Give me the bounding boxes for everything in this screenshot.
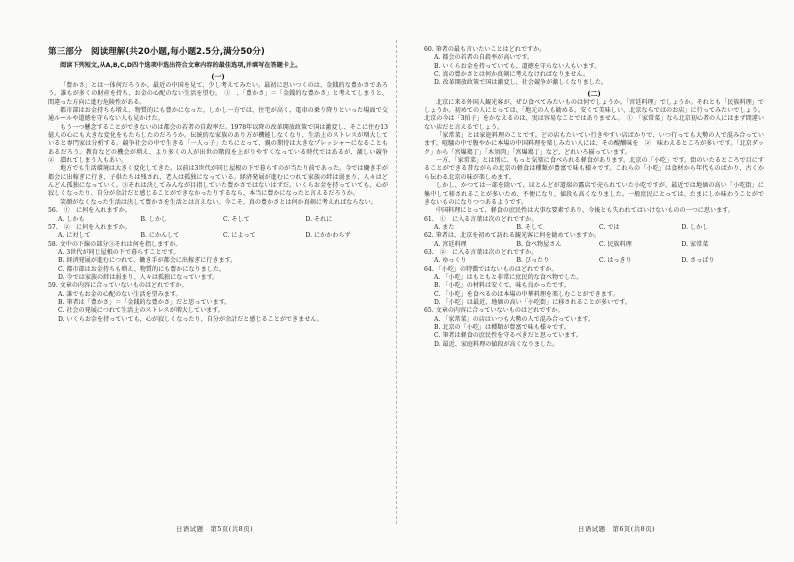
option-b: B. そして [516, 223, 544, 231]
question-stem: 61. ① に入る言葉は次のどれですか。 [424, 215, 538, 223]
question-stem: 64. 「小吃」の特徴ではないものはどれですか。 [424, 265, 558, 273]
paragraph: 北京に来る外国人観光客が、ぜひ食べてみたいものは何でしょうか。「宮廷料理」でしょうか。それとも「民族料理」でしょうか。初めての人にとっては、「地元の人も勧める、安くて美味しい、北京ならではのお店」に行ってみたいでしょう。北京の今は「3拍子」をかなえるのは、実は容易なことではありません。 ① 「家常菜」なら北京初心者の人にはまず間違いない店だと言えるでしょう。 [424, 98, 764, 131]
paragraph: 中国料理にとって、軽食の庶民性は大事な要素であり、今後とも失われてはいけないものの一つに思います。 [436, 207, 734, 215]
paragraph: 笑顔がなくなった生活は決して豊かさを生活とは言えない。今こそ、真の豊かさとは何か真剣に考えればならない。 [60, 198, 377, 206]
paragraph: 一方、「家常菜」とは別に、もっと気楽に食べられる軽食があります。北京の「小吃」です。街のいたるところで目にすることができる昔ながらの北京の軽食は種類が豊富で味も様々です。これらの「小吃」は食材から年代ものばかり、古くから伝わる北京の味が楽しめます。 [424, 157, 764, 181]
option-c: C. 都市部はお金持ちも増え、物質的にも豊かになりました。 [58, 265, 226, 273]
page-footer-left: 日语试题 第5页(共8页) [176, 525, 254, 533]
option-c: C. では [599, 223, 620, 231]
option-row [48, 232, 388, 240]
option-d: D. いくらお金を持っていても、心が寂しくなったり、自分が余計だと感じることができません。 [58, 315, 323, 323]
question-60 [424, 46, 764, 88]
question-63 [424, 249, 764, 266]
option-a: A. 3世代が同じ屋根の下で暮らすことです。 [58, 248, 180, 256]
option-b: B. ぴったり [516, 257, 550, 265]
instructions: 阅读下列短文,从A,B,C,D四个选项中选出符合文章内容的最佳选项,并填写在答题卡上。 [60, 62, 302, 69]
question-65 [424, 307, 764, 349]
option-c: C. 筆者は軽食の庶民性を守るべきだと思っています。 [434, 332, 582, 340]
option-d: D. 最近、家庭料理の値段が高くなりました。 [434, 340, 559, 348]
paragraph: もう一つ懸念することができないのは都会の若者の自殺率だ。1978年以降の改革開放政策で国は激変し、そこに住む13億人の心にも大きな変化をもたらしたのだろうか。伝統的な家族のあり方が機能しなくなり、生活上のストレスが増大していると専門家は分析する。競争社会の中で生きる「一人っ子」たちにとって、親の期待は大きなプレッシャーになることもあるだろう。教育などの機会が増え、より多くの人が出世の階段を上がりやすくなっている時代ではあるが、激しい競争 ② 潰れてしまう人もあい。 [48, 123, 395, 165]
question-64 [424, 266, 764, 308]
left-column [48, 46, 395, 324]
option-row [424, 241, 764, 249]
option-d: D. それに [305, 215, 333, 223]
paragraph: 「豊かさ」とは一体何だろうか。最近の中国を見て、少し考えてみたい。最初に思いつくのは、金銭的な豊かさであろう。誰もが多くの財産を持ち、お金の心配のない生活を望む。 ① 、「豊かさ」＝「金銭的な豊かさ」と考えてしまうと、間違った方向に進む危険性がある。 [48, 82, 388, 106]
option-b: B. いくらお金を持っていても、道徳を守らない人もいます。 [434, 62, 601, 70]
option-d: D. さっぱり [681, 257, 715, 265]
option-b: B. 「小吃」の材料は安くて、味も良かったです。 [434, 282, 570, 290]
option-c: C. そして [223, 215, 250, 223]
option-c: C. 民族料理 [599, 240, 632, 248]
question-stem: 59. 文章の内容に合っていないものはどれですか。 [48, 282, 188, 290]
option-a: A. 「家常菜」の店はいつも大勢の人で混み合っています。 [434, 315, 595, 323]
passage-label-1: (一) [211, 72, 225, 81]
option-a: A. ゆっくり [434, 257, 467, 265]
option-b: B. にかんして [140, 232, 180, 240]
option-c: C. 社会の発展につれて生活上のストレスが増大しています。 [58, 307, 224, 315]
page-footer-right: 日语试题 第6页(共8页) [578, 525, 656, 533]
option-a: A. しかも [58, 215, 85, 223]
option-b: B. しかし [140, 215, 168, 223]
paragraph: 地方でも生活環境は大きく変化してきた。以前は3世代が同じ屋根の下で暮らすのが当たり前であった。今では働き手が都会に出稼ぎに行き、子供たちは残され、老人は孤独になっている。経済発展が進むにつれて家族の絆は弱まり、人々はどんどん孤独になっていく。③それは決してみんなが目指していた豊かさではないはずだ。いくらお金を持っていても、心が寂しくなったり、自分が余計だと感じることができなかったりするなら、本当に豊かになったと言えるだろうか。 [48, 165, 388, 198]
option-c: C. 真の豊かさとは何か真剣に考えなければなりません。 [434, 71, 589, 79]
option-d: D. 改革開放政策で国は激変し、社会競争が激しくなりました。 [434, 79, 608, 87]
option-a: A. に対して [58, 232, 91, 240]
option-d: D. 「小吃」は最近、地価の高い「小吃街」に移されることが多いです。 [434, 298, 631, 306]
option-d: D. 今では家族の絆は弱まり、人々は孤独になっています。 [58, 273, 219, 281]
option-b: B. 食べ物屋さん [516, 240, 562, 248]
column-divider [396, 40, 397, 524]
option-a: A. 「小吃」はもともと非常に庶民的な食べ物でした。 [434, 273, 583, 281]
question-stem: 58. 文中の下線の部分③それは何を指しますか。 [48, 240, 182, 248]
question-57 [48, 224, 388, 241]
paragraph: しかし、かつては一部を除いて、ほとんどが道端の露店で売られていた小吃ですが、最近では地価の高い「小吃街」に集中して移されることが多いため、不便になり、値段も高くなりました。一般庶民にとっては、たまにしか味わうことができないものになりつつあるようです。 [424, 182, 764, 206]
question-list-left [48, 207, 388, 324]
option-row [48, 216, 388, 224]
option-b: B. 北京の「小吃」は種類が豊富で味も様々です。 [434, 324, 570, 331]
passage-2-body [424, 99, 764, 216]
option-c: C. によって [223, 232, 256, 240]
question-62 [424, 232, 764, 249]
question-stem: 62. 筆者は、北京を初めて訪れる観光客に何を勧めていますか。 [424, 232, 601, 240]
question-list-right [424, 216, 764, 350]
question-stem: 57. ② に何を入れますか。 [48, 223, 131, 231]
option-row [424, 257, 764, 265]
passage-1-body [48, 82, 395, 207]
question-61 [424, 216, 764, 233]
question-stem: 60. 筆者の最も言いたいことはどれですか。 [424, 46, 546, 53]
question-stem: 56. ① に何を入れますか。 [48, 207, 131, 215]
option-a: A. 宮廷料理 [434, 240, 467, 248]
option-d: D. 家常菜 [681, 240, 709, 248]
question-56 [48, 207, 388, 224]
question-stem: 65. 文章の内容に合っていないものはどれですか。 [424, 307, 564, 315]
question-59 [48, 282, 388, 324]
paragraph: 都市部はお金持ちも増え、物質的にも豊かになった。しかし一方では、住宅が高く、電車の乗り降りといった場面で交通ルールや道徳を守らない人も見かけた。 [48, 107, 388, 123]
paragraph: 「家常菜」とは家庭料理のことです。どの店もたいてい行きやすい店ばかりで、いつ行っても大勢の人で混み合っています。喧騒の中で腹やかに本場の中国料理を楽しみたい人には、その醍醐味を ② 味わえるところが多いです。「北京ダック」から「宮爆鶏丁」「木須肉」「宮爆鶏丁」など、どれいろ揃っています。 [424, 132, 764, 156]
option-a: A. また [434, 223, 455, 231]
option-row [424, 224, 764, 232]
option-d: D. しかし [681, 223, 709, 231]
passage-label-2: (二) [587, 88, 601, 98]
option-a: A. 都会の若者の自殺率が高いです。 [434, 54, 534, 62]
question-58 [48, 241, 388, 283]
question-stem: 63. ② に入る言葉は次のどれですか。 [424, 248, 538, 256]
section-title: 第三部分 阅读理解(共20小题,每小题2.5分,满分50分) [48, 47, 265, 57]
option-a: A. 誰でもお金の心配のない生活を望みます。 [58, 290, 182, 298]
option-d: D. にかかわらず [305, 232, 351, 240]
option-b: B. 筆者は「豊かさ」＝「金銭的な豊かさ」だと思っています。 [58, 298, 231, 306]
right-column [424, 46, 764, 349]
option-c: C. はっきり [599, 257, 632, 265]
option-c: C. 「小吃」を食べるのは本場の中華料理を楽しむことができます。 [434, 290, 619, 298]
option-b: B. 経済発展が進むにつれて、働き手が都会に出稼ぎに行きます。 [58, 257, 237, 265]
